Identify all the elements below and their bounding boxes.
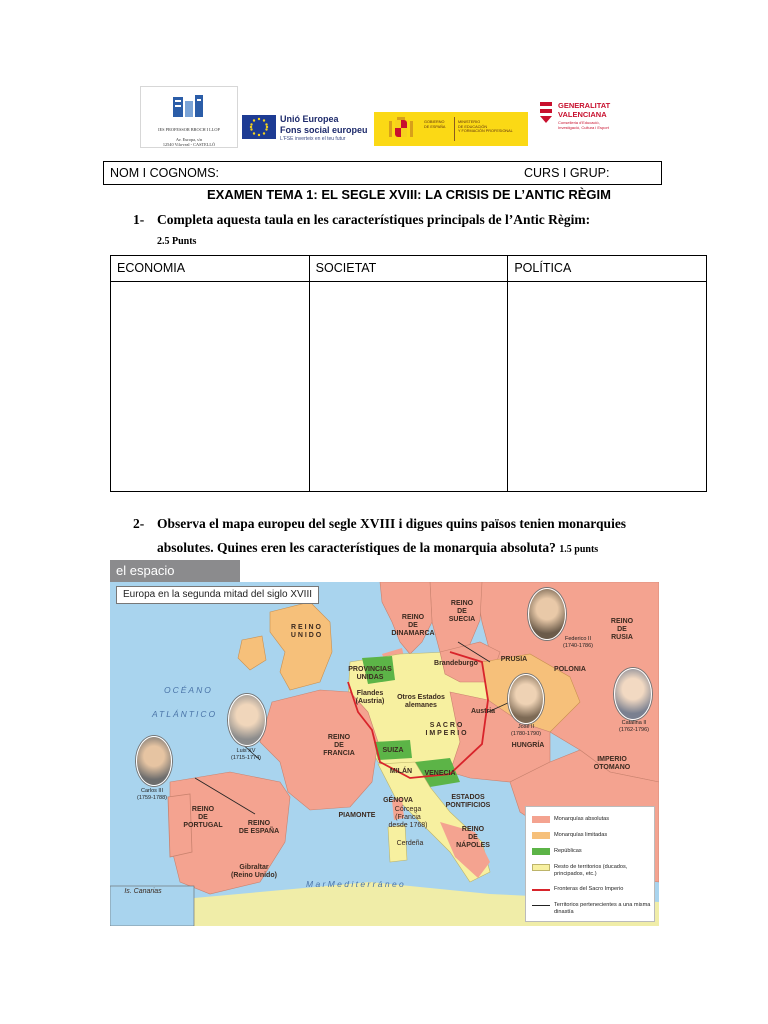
- label-estados-pontificios: ESTADOS PONTIFICIOS: [445, 794, 491, 809]
- legend-swatch: [532, 832, 550, 839]
- portrait-catalina: [614, 668, 652, 720]
- portrait-federico: [528, 588, 566, 640]
- label-reino-unido: R E I N O U N I D O: [290, 624, 322, 639]
- answer-cell-economia[interactable]: [111, 282, 310, 492]
- legend-line-dynasty: [532, 905, 550, 906]
- school-name-text: IES PROFESSOR BROCH I LLOP: [158, 127, 220, 132]
- legend-swatch: [532, 864, 550, 871]
- label-corcega: Córcega (Francia desde 1768): [388, 806, 428, 829]
- label-gibraltar: Gibraltar (Reino Unido): [231, 864, 277, 879]
- answer-cell-politica[interactable]: [508, 282, 707, 492]
- legend-label: Monarquías limitadas: [554, 832, 608, 838]
- gov-right-text: MINISTERIO DE EDUCACIÓN Y FORMACIÓN PROFESIONAL: [458, 120, 513, 134]
- answer-cell-societat[interactable]: [309, 282, 508, 492]
- gva-dept: Conselleria d'Educació, Investigació, Cultura i Esport: [558, 120, 609, 130]
- sea-label-atlantico: ATLÁNTICO: [152, 709, 218, 719]
- table-answer-row: [111, 282, 707, 492]
- map-section-tab: el espacio: [110, 560, 240, 582]
- gva-logo: [530, 86, 628, 148]
- label-genova: GÉNOVA: [383, 797, 413, 804]
- label-prusia: PRUSIA: [500, 656, 528, 663]
- label-venecia: VENECIA: [424, 770, 456, 777]
- label-espana: REINO DE ESPAÑA: [238, 820, 280, 835]
- question-1-number: 1-: [133, 212, 145, 227]
- caption-federico: Federico II (1740-1786): [563, 636, 593, 649]
- school-name: [144, 122, 234, 147]
- table-header-row: [111, 256, 707, 282]
- label-provincias: PROVINCIAS UNIDAS: [348, 666, 392, 681]
- question-1-text: Completa aquesta taula en les característiques principals de l’Antic Règim:: [157, 212, 591, 227]
- column-header-economia: ECONOMIA: [111, 256, 310, 282]
- label-piamonte: PIAMONTE: [338, 812, 376, 819]
- sea-label-oceano: OCÉANO: [164, 685, 213, 695]
- school-address: Av. Europa, s/n 12540 Vila-real - CASTELLÓ: [162, 137, 216, 147]
- label-suiza: SUIZA: [382, 747, 404, 754]
- legend-label: Resto de territorios (ducados, principados, etc.): [554, 864, 628, 877]
- eu-tagline: L'FSE inverteix en el teu futur: [280, 136, 346, 142]
- label-milan: MILÁN: [389, 768, 413, 775]
- eu-flag-icon: [242, 115, 276, 139]
- portrait-jose: [508, 674, 544, 724]
- label-dinamarca: REINO DE DINAMARCA: [391, 614, 435, 637]
- label-portugal: REINO DE PORTUGAL: [183, 806, 223, 829]
- label-polonia: POLONIA: [554, 666, 586, 673]
- legend-line-red: [532, 889, 550, 891]
- label-francia: REINO DE FRANCIA: [323, 734, 355, 757]
- legend-label: Territorios pertenecientes a una misma dinastía: [554, 902, 651, 915]
- column-header-societat: SOCIETAT: [309, 256, 508, 282]
- school-building-icon: [171, 93, 205, 119]
- label-austria: Austria: [470, 708, 496, 715]
- caption-catalina: Catalina II (1762-1796): [619, 720, 649, 733]
- label-cerdena: Cerdeña: [396, 840, 424, 847]
- legend-label: Fronteras del Sacro Imperio: [554, 886, 624, 892]
- label-sacro-imperio: S A C R O I M P E R I O: [425, 722, 467, 737]
- label-hungria: HUNGRÍA: [511, 742, 545, 749]
- ancien-regime-table: [110, 255, 707, 492]
- label-brandeburgo: Brandeburgo: [434, 660, 478, 667]
- label-canarias: Is. Canarias: [124, 888, 162, 895]
- label-suecia: REINO DE SUECIA: [448, 600, 476, 623]
- question-2-points: 1.5 punts: [559, 544, 599, 555]
- school-logo: [140, 86, 238, 148]
- portrait-luis: [228, 694, 266, 746]
- question-2-number: 2-: [133, 516, 145, 531]
- question-2-line1: Observa el mapa europeu del segle XVIII i digues quins països tenien monarquies: [157, 516, 627, 531]
- logo-strip: [140, 86, 632, 148]
- label-flandes: Flandes (Austria): [355, 690, 385, 705]
- spain-coat-of-arms-icon: [386, 116, 416, 142]
- label-napoles: REINO DE NÁPOLES: [456, 826, 490, 849]
- question-2-line2: absolutes. Quines eren les característiques de la monarquia absoluta?: [157, 540, 556, 555]
- sea-label-mediterraneo: M a r M e d i t e r r á n e o: [306, 879, 404, 889]
- caption-luis: Luis XV (1715-1774): [231, 748, 261, 761]
- eu-logo: [240, 112, 372, 146]
- eu-line2: Fons social europeu: [280, 125, 368, 135]
- exam-title: EXAMEN TEMA 1: EL SEGLE XVIII: LA CRISIS DE L’ANTIC RÈGIM: [206, 187, 611, 202]
- gva-name: GENERALITAT VALENCIANA: [558, 101, 611, 119]
- label-otomano: IMPERIO OTOMANO: [593, 756, 631, 771]
- label-otros-estados: Otros Estados alemanes: [397, 694, 445, 709]
- legend-swatch: [532, 816, 550, 823]
- question-2-line2-wrap: [157, 536, 598, 562]
- map-title: Europa en la segunda mitad del siglo XVIII: [116, 586, 319, 604]
- label-rusia: REINO DE RUSIA: [610, 618, 634, 641]
- europe-map: [110, 582, 659, 926]
- gov-left-text: GOBIERNO DE ESPAÑA: [424, 120, 446, 129]
- question-1-points: 2.5 Punts: [157, 236, 197, 247]
- column-header-politica: POLÍTICA: [508, 256, 707, 282]
- legend-label: Repúblicas: [554, 848, 582, 854]
- caption-carlos: Carlos III (1759-1788): [137, 788, 167, 801]
- eu-line1: Unió Europea: [280, 114, 339, 124]
- gva-emblem-icon: [538, 100, 554, 124]
- name-field-label: NOM I COGNOMS:: [110, 166, 220, 180]
- map-legend: [525, 806, 655, 922]
- class-field-label: CURS I GRUP:: [524, 166, 610, 180]
- student-info-box: [103, 161, 662, 185]
- legend-label: Monarquías absolutas: [554, 816, 610, 822]
- legend-swatch: [532, 848, 550, 855]
- caption-jose: José II (1780-1790): [511, 724, 541, 737]
- gov-divider: [454, 117, 455, 141]
- spain-gov-logo: [374, 112, 528, 146]
- portrait-carlos: [136, 736, 172, 786]
